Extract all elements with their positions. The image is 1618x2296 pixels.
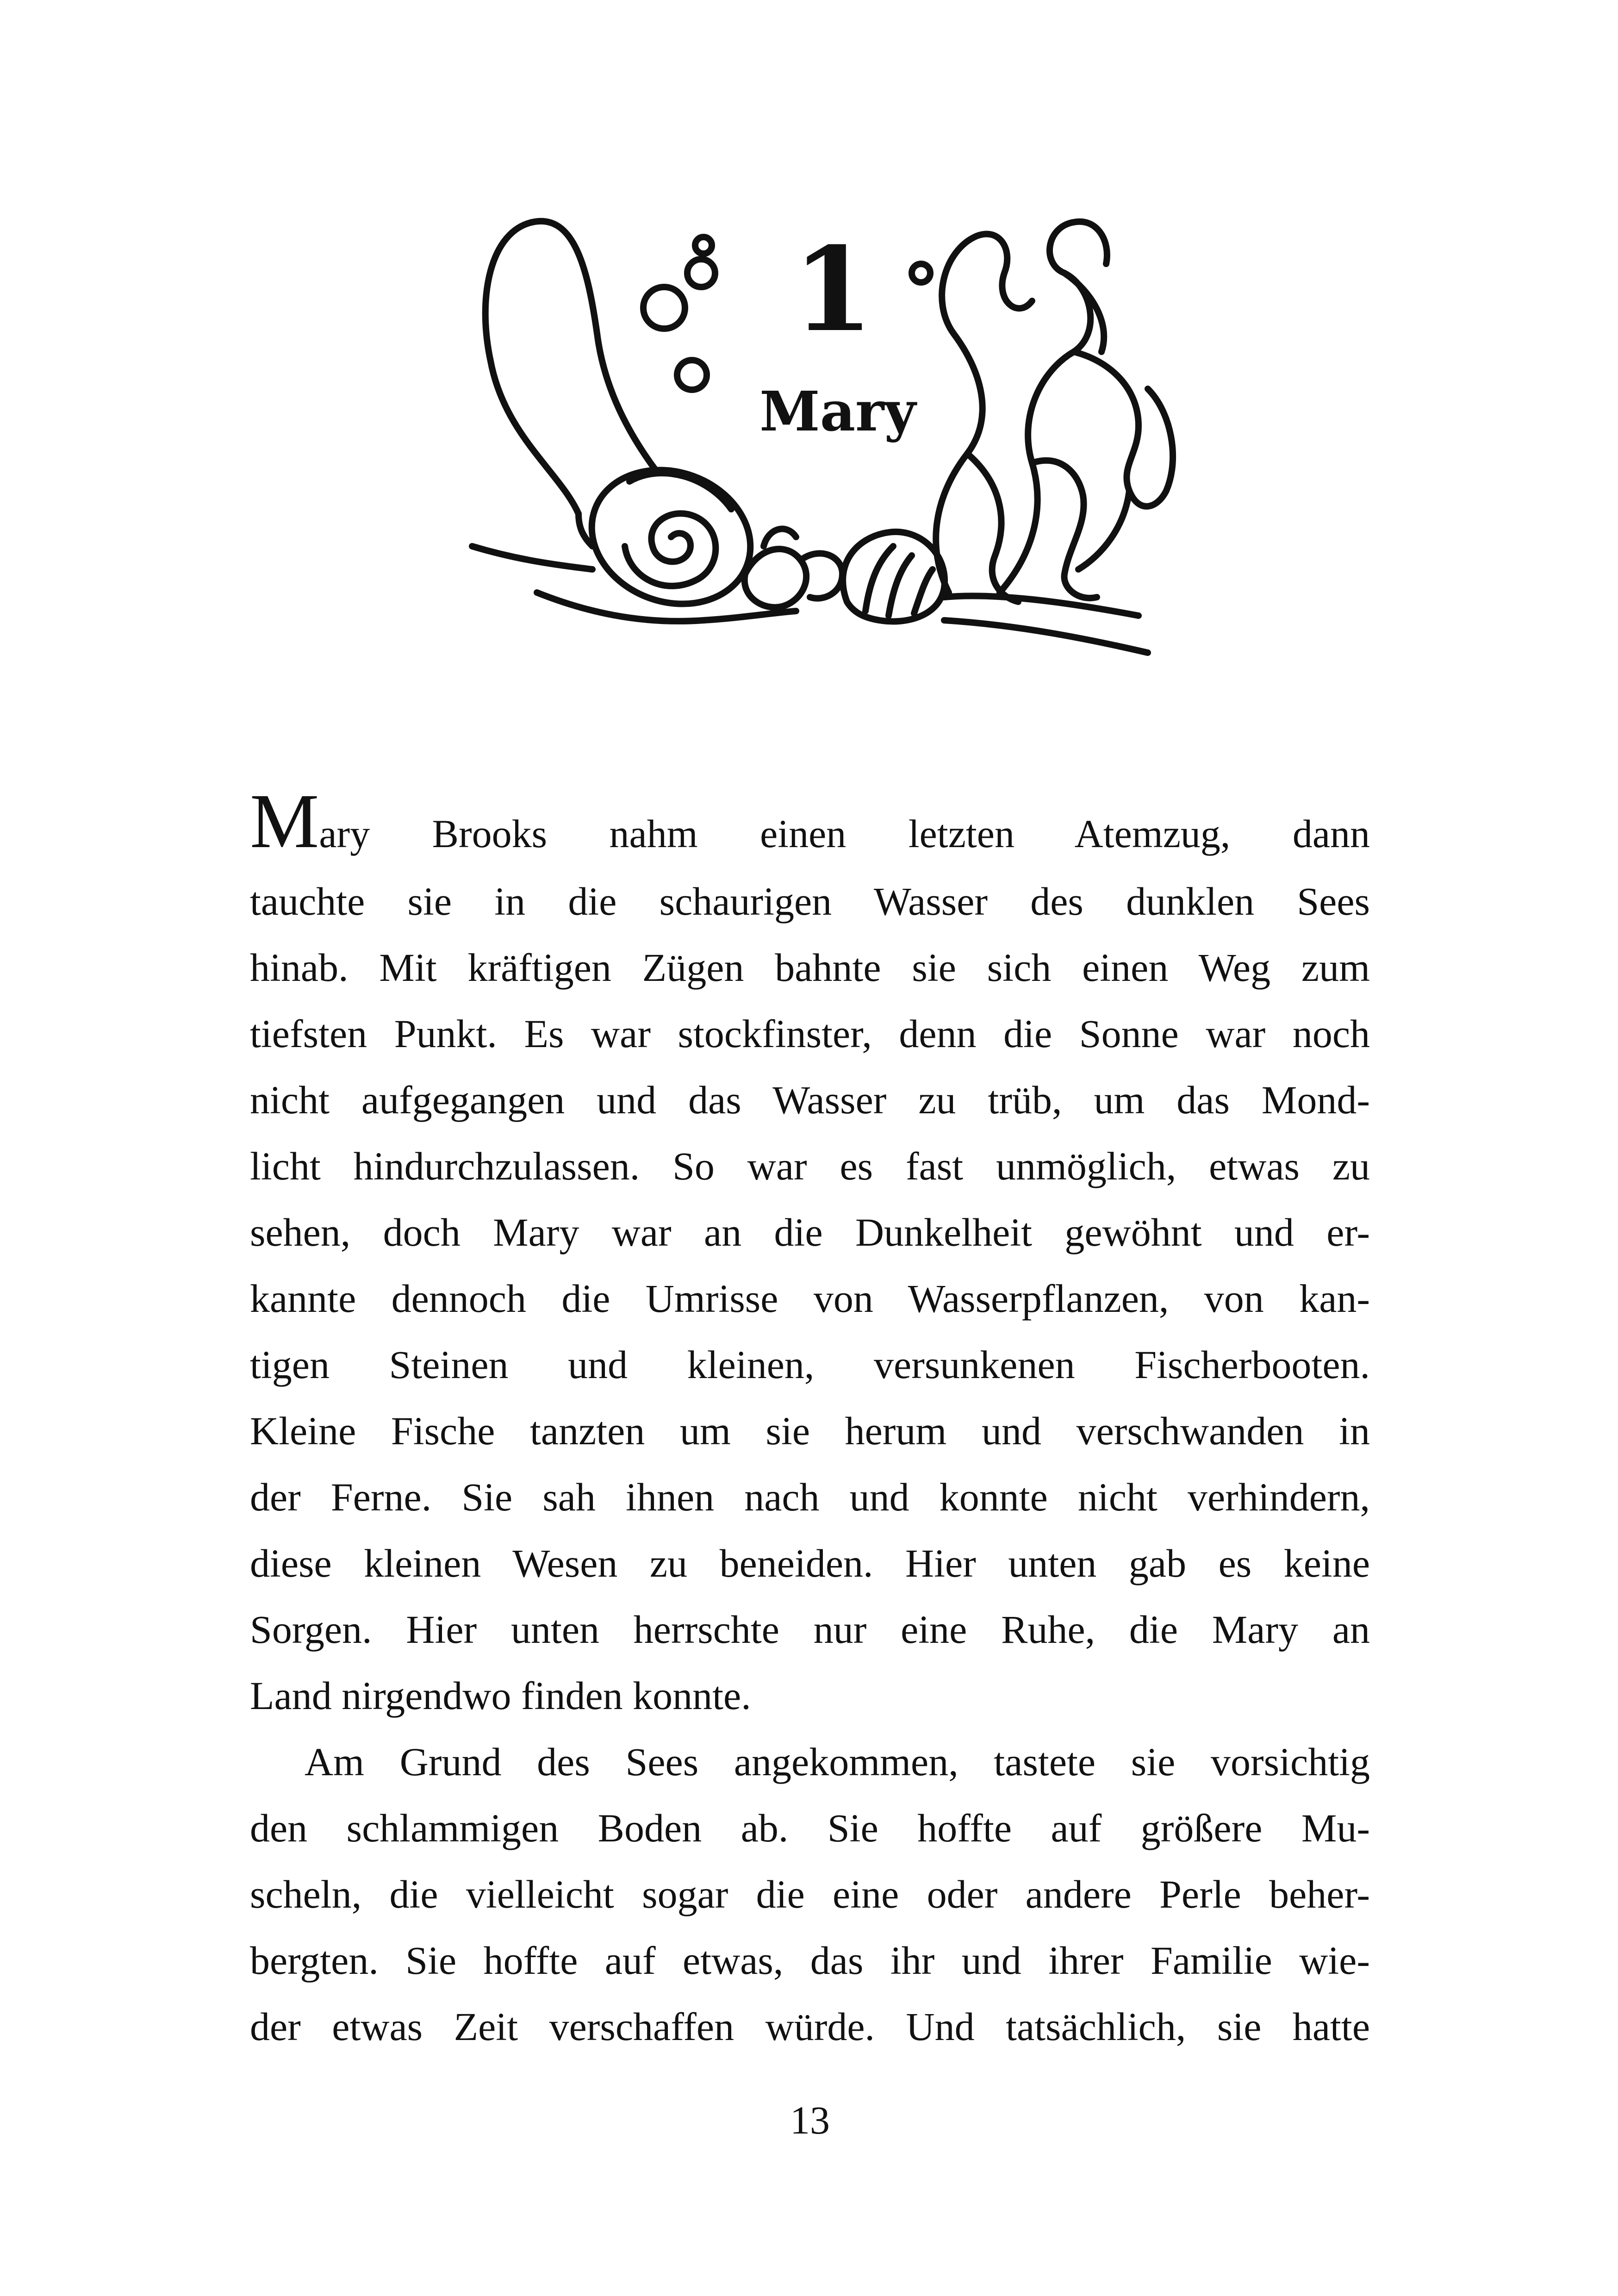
seaweed-balloon <box>485 221 657 514</box>
text-line: tauchte sie in die schaurigen Wasser des dunklen Sees <box>250 879 1370 923</box>
text-line: tigen Steinen und kleinen, versunkenen Fischerbooten. <box>250 1342 1370 1387</box>
drop-cap: M <box>250 778 319 864</box>
bubble <box>695 237 712 254</box>
seafloor-line <box>537 593 796 621</box>
chapter-title: Mary <box>759 379 916 443</box>
snail-spiral <box>625 513 716 586</box>
bubble <box>687 259 715 287</box>
text-line: bergten. Sie hoffte auf etwas, das ihr und ihrer Familie wie- <box>250 1938 1370 1983</box>
text-line: Sorgen. Hier unten herrschte nur eine Ruhe, die Mary an <box>250 1607 1370 1652</box>
seafloor-line <box>472 546 592 569</box>
scallop-ridges <box>865 546 933 616</box>
seaweed-frond <box>1000 222 1107 593</box>
text-line: den schlammigen Boden ab. Sie hoffte auf größere Mu- <box>250 1806 1370 1850</box>
seaweed-frond <box>1032 461 1097 598</box>
text-line: der Ferne. Sie sah ihnen nach und konnte nicht verhindern, <box>250 1475 1370 1519</box>
bubble <box>643 287 685 329</box>
seaweed-frond <box>1074 352 1173 506</box>
small-shell <box>745 549 806 607</box>
text-line: Land nirgendwo finden konnte. <box>250 1673 751 1718</box>
text-line: nicht aufgegangen und das Wasser zu trüb, um das Mond- <box>250 1078 1370 1122</box>
seafloor-line <box>944 620 1148 653</box>
text-line: scheln, die vielleicht sogar die eine oder andere Perle beher- <box>250 1872 1370 1916</box>
snail-spiral <box>629 473 731 509</box>
page-number: 13 <box>790 2098 830 2142</box>
text-line: kannte dennoch die Umrisse von Wasserpflanzen, von kan- <box>250 1276 1370 1321</box>
text-line: sehen, doch Mary war an die Dunkelheit gewöhnt und er- <box>250 1210 1370 1254</box>
chapter-number: 1 <box>793 221 873 357</box>
chapter-body-text <box>250 768 1370 2060</box>
text-line: licht hindurchzulassen. So war es fast unmöglich, etwas zu <box>250 1144 1370 1188</box>
text-line: Am Grund des Sees angekommen, tastete sie vorsichtig <box>305 1740 1370 1784</box>
text-line: hinab. Mit kräftigen Zügen bahnte sie sich einen Weg zum <box>250 945 1370 990</box>
text-line: tiefsten Punkt. Es war stockfinster, denn die Sonne war noch <box>250 1011 1370 1056</box>
seafloor-line <box>944 596 1139 616</box>
text-line: Mary Brooks nahm einen letzten Atemzug, dann <box>250 778 1370 864</box>
text-line: der etwas Zeit verschaffen würde. Und tatsächlich, sie hatte <box>250 2004 1370 2049</box>
text-line: diese kleinen Wesen zu beneiden. Hier unten gab es keine <box>250 1541 1370 1585</box>
small-shell <box>764 529 796 546</box>
text-line: Kleine Fische tanzten um sie herum und verschwanden in <box>250 1409 1370 1453</box>
